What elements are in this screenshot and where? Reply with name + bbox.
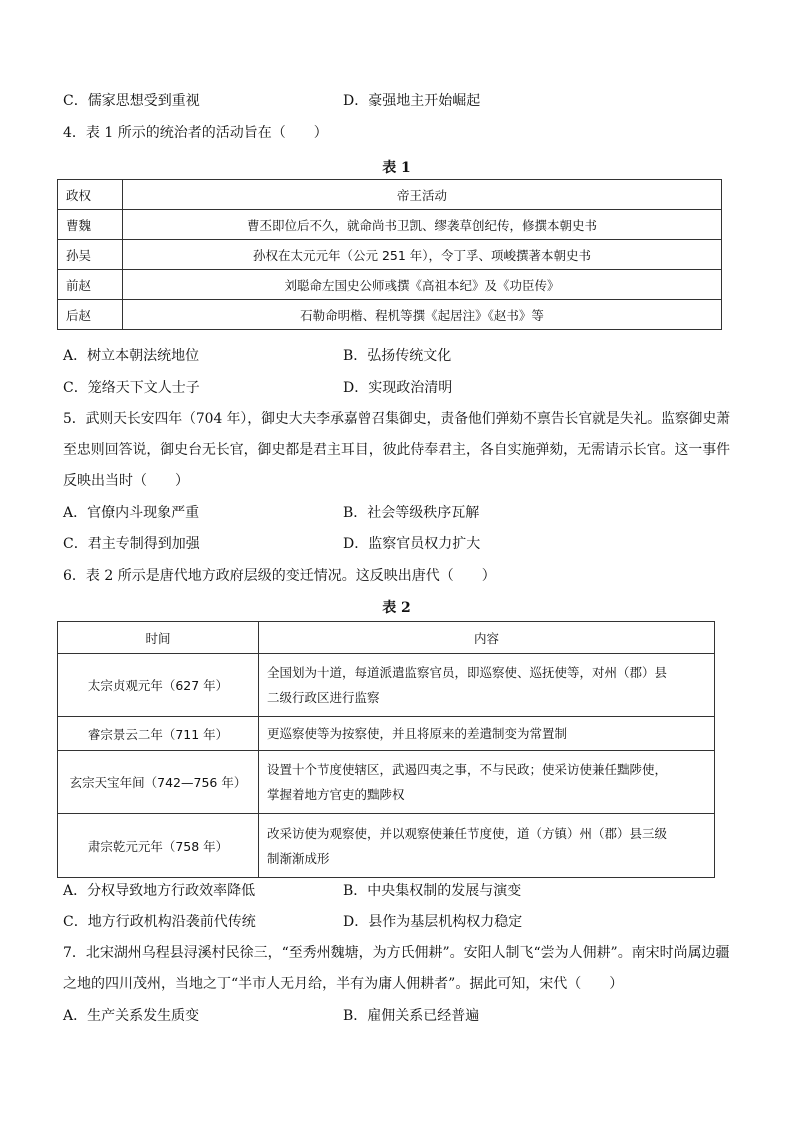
q4-option-b: B．弘扬传统文化 [343, 348, 452, 364]
table2-content-line: 更巡察使等为按察使，并且将原来的差遣制变为常置制 [267, 726, 568, 741]
q6-option-d: D．县作为基层机构权力稳定 [343, 914, 523, 930]
q7-option-a: A．生产关系发生质变 [63, 1008, 200, 1024]
table2-caption: 表 2 [382, 600, 411, 616]
table1-regime-cell: 前赵 [58, 270, 123, 300]
table1-regime-cell: 曹魏 [58, 210, 123, 240]
table2-content-cell [259, 751, 715, 814]
table2-time-cell: 太宗贞观元年（627 年） [58, 654, 259, 717]
q4-option-a: A．树立本朝法统地位 [63, 348, 200, 364]
q6-stem: 6．表 2 所示是唐代地方政府层级的变迁情况。这反映出唐代（ ） [63, 568, 496, 584]
q6-option-c: C．地方行政机构沿袭前代传统 [63, 914, 256, 930]
table1-activity-cell: 石勒命明楷、程机等撰《起居注》《赵书》等 [123, 300, 722, 330]
table1-row [58, 270, 722, 300]
q5-stem-line-1: 5．武则天长安四年（704 年），御史大夫李承嘉曾召集御史，责备他们弹劾不禀告长官就是失礼。监察御史萧 [63, 411, 731, 427]
q3-option-d: D．豪强地主开始崛起 [343, 93, 481, 109]
q7-option-b: B．雇佣关系已经普遍 [343, 1008, 480, 1024]
table1-activity-cell: 曹丕即位后不久，就命尚书卫凯、缪袭草创纪传，修撰本朝史书 [123, 210, 722, 240]
table1 [57, 179, 722, 330]
table2-content-line: 设置十个节度使辖区，武遏四夷之事，不与民政；使采访使兼任黜陟使， [267, 762, 668, 777]
q7-stem-line-1: 7．北宋湖州乌程县浔溪村民徐三，“至秀州魏塘，为方氏佣耕”。安阳人制飞“尝为人佣耕”。南宋时尚属边疆 [63, 945, 730, 961]
q7-stem-line-2: 之地的四川茂州，当地之丁“半市人无月给，半有为庸人佣耕者”。据此可知，宋代（ ） [63, 976, 624, 992]
table2-content-line: 全国划为十道，每道派遣监察官员，即巡察使、巡抚使等，对州（郡）县 [267, 665, 668, 680]
table1-header-cell: 政权 [58, 180, 123, 210]
table2-header-cell: 内容 [259, 622, 715, 654]
q4-stem: 4．表 1 所示的统治者的活动旨在（ ） [63, 125, 328, 141]
table1-activity-cell: 刘聪命左国史公师彧撰《高祖本纪》及《功臣传》 [123, 270, 722, 300]
table2-content-line: 二级行政区进行监察 [267, 690, 380, 705]
table1-activity-cell: 孙权在太元元年（公元 251 年），令丁孚、项峻撰著本朝史书 [123, 240, 722, 270]
table1-row [58, 210, 722, 240]
table1-header-row [58, 180, 722, 210]
table1-caption: 表 1 [382, 160, 411, 176]
q6-option-a: A．分权导致地方行政效率降低 [63, 883, 256, 899]
table1-header-cell: 帝王活动 [123, 180, 722, 210]
table1-regime-cell: 后赵 [58, 300, 123, 330]
table2-content-line: 掌握着地方官吏的黜陟权 [267, 787, 405, 802]
q6-option-b: B．中央集权制的发展与演变 [343, 883, 522, 899]
q3-option-c: C．儒家思想受到重视 [63, 93, 200, 109]
q4-option-c: C．笼络天下文人士子 [63, 380, 200, 396]
q5-stem-line-3: 反映出当时（ ） [63, 473, 189, 489]
table2-time-cell: 睿宗景云二年（711 年） [58, 717, 259, 751]
q5-stem-line-2: 至忠则回答说，御史台无长官，御史都是君主耳目，彼此侍奉君主，各自实施弹劾，无需请示长官。这一事件 [63, 442, 731, 458]
q5-option-c: C．君主专制得到加强 [63, 536, 200, 552]
q5-option-d: D．监察官员权力扩大 [343, 536, 481, 552]
table2-content-cell [259, 654, 715, 717]
table2-row [58, 654, 715, 717]
table2-header-cell: 时间 [58, 622, 259, 654]
table2-time-cell: 肃宗乾元元年（758 年） [58, 814, 259, 878]
table2-row [58, 751, 715, 814]
table2-header-row [58, 622, 715, 654]
table2-content-line: 制渐渐成形 [267, 850, 330, 866]
table1-row [58, 300, 722, 330]
table2-content-cell [259, 717, 715, 751]
q4-option-d: D．实现政治清明 [343, 380, 453, 396]
q5-option-a: A．官僚内斗现象严重 [63, 505, 200, 521]
table1-regime-cell: 孙吴 [58, 240, 123, 270]
table2-row [58, 814, 715, 878]
table1-row [58, 240, 722, 270]
q5-option-b: B．社会等级秩序瓦解 [343, 505, 480, 521]
table2-content-cell [259, 814, 715, 878]
table2-time-cell: 玄宗天宝年间（742—756 年） [58, 751, 259, 814]
table2 [57, 621, 715, 878]
table2-content-line: 改采访使为观察使，并以观察使兼任节度使，道（方镇）州（郡）县三级 [267, 825, 668, 841]
table2-row [58, 717, 715, 751]
